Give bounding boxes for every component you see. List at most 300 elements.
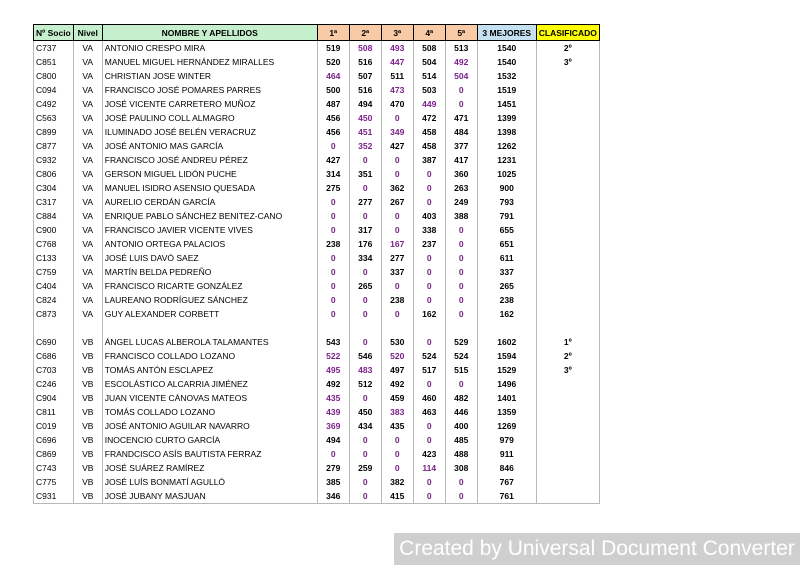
- score-cell-round-3: 493: [381, 41, 413, 56]
- table-row: [34, 363, 600, 377]
- score-cell-round-5: 471: [445, 111, 477, 125]
- score-cell-round-3: 0: [381, 447, 413, 461]
- score-cell-round-1: 492: [317, 377, 349, 391]
- score-cell-round-2: 494: [349, 97, 381, 111]
- name-cell: JOSÉ ANTONIO MAS GARCÍA: [102, 139, 317, 153]
- score-cell-round-2: 352: [349, 139, 381, 153]
- socio-cell: C686: [34, 349, 74, 363]
- nivel-cell: VA: [73, 111, 102, 125]
- table-row: [34, 391, 600, 405]
- best3-cell: 1540: [477, 55, 536, 69]
- score-cell-round-4: 517: [413, 363, 445, 377]
- header-mejores: 3 MEJORES: [477, 25, 536, 41]
- nivel-cell: VA: [73, 97, 102, 111]
- score-cell-round-1: 522: [317, 349, 349, 363]
- clasificado-cell: [536, 251, 599, 265]
- clasificado-cell: [536, 377, 599, 391]
- best3-cell: 337: [477, 265, 536, 279]
- nivel-cell: VB: [73, 405, 102, 419]
- score-cell-round-2: 265: [349, 279, 381, 293]
- score-cell-round-2: 351: [349, 167, 381, 181]
- clasificado-cell: [536, 475, 599, 489]
- socio-cell: C019: [34, 419, 74, 433]
- score-cell-round-2: 516: [349, 55, 381, 69]
- score-cell-round-1: 0: [317, 195, 349, 209]
- best3-cell: 1269: [477, 419, 536, 433]
- score-cell-round-3: 167: [381, 237, 413, 251]
- best3-cell: 611: [477, 251, 536, 265]
- clasificado-cell: [536, 111, 599, 125]
- score-cell-round-4: 0: [413, 433, 445, 447]
- score-cell-round-5: 488: [445, 447, 477, 461]
- best3-cell: 1359: [477, 405, 536, 419]
- score-cell-round-3: 492: [381, 377, 413, 391]
- score-cell-round-2: 0: [349, 181, 381, 195]
- score-cell-round-1: 543: [317, 335, 349, 349]
- name-cell: FRANCISCO JAVIER VICENTE VIVES: [102, 223, 317, 237]
- score-cell-round-5: 504: [445, 69, 477, 83]
- score-cell-round-1: 519: [317, 41, 349, 56]
- score-cell-round-5: 0: [445, 97, 477, 111]
- score-cell-round-4: 0: [413, 279, 445, 293]
- score-cell-round-2: 317: [349, 223, 381, 237]
- score-cell-round-1: 0: [317, 307, 349, 321]
- nivel-cell: VA: [73, 69, 102, 83]
- score-cell-round-3: 238: [381, 293, 413, 307]
- clasificado-cell: [536, 293, 599, 307]
- name-cell: JOSÉ ANTONIO AGUILAR NAVARRO: [102, 419, 317, 433]
- clasificado-cell: [536, 195, 599, 209]
- socio-cell: C317: [34, 195, 74, 209]
- score-cell-round-4: 524: [413, 349, 445, 363]
- nivel-cell: VB: [73, 363, 102, 377]
- table-row: [34, 125, 600, 139]
- clasificado-cell: [536, 83, 599, 97]
- best3-cell: 655: [477, 223, 536, 237]
- score-cell-round-1: 0: [317, 139, 349, 153]
- score-cell-round-5: 515: [445, 363, 477, 377]
- score-cell-round-4: 237: [413, 237, 445, 251]
- score-cell-round-4: 458: [413, 125, 445, 139]
- score-cell-round-2: 0: [349, 153, 381, 167]
- nivel-cell: VA: [73, 139, 102, 153]
- clasificado-cell: 3º: [536, 55, 599, 69]
- socio-cell: C851: [34, 55, 74, 69]
- nivel-cell: VA: [73, 41, 102, 56]
- nivel-cell: VB: [73, 349, 102, 363]
- score-cell-round-5: 524: [445, 349, 477, 363]
- table-row: [34, 83, 600, 97]
- name-cell: FRANDCISCO ASÍS BAUTISTA FERRAZ: [102, 447, 317, 461]
- score-cell-round-1: 435: [317, 391, 349, 405]
- table-row: [34, 181, 600, 195]
- best3-cell: 162: [477, 307, 536, 321]
- score-cell-round-3: 511: [381, 69, 413, 83]
- score-cell-round-3: 497: [381, 363, 413, 377]
- score-cell-round-5: 0: [445, 237, 477, 251]
- group-va: [34, 41, 600, 322]
- name-cell: FRANCISCO COLLADO LOZANO: [102, 349, 317, 363]
- table-row: [34, 349, 600, 363]
- best3-cell: 846: [477, 461, 536, 475]
- score-cell-round-3: 383: [381, 405, 413, 419]
- nivel-cell: VB: [73, 391, 102, 405]
- score-cell-round-2: 0: [349, 335, 381, 349]
- nivel-cell: VA: [73, 279, 102, 293]
- nivel-cell: VA: [73, 293, 102, 307]
- score-cell-round-4: 0: [413, 181, 445, 195]
- score-cell-round-4: 387: [413, 153, 445, 167]
- clasificado-cell: 3º: [536, 363, 599, 377]
- score-cell-round-1: 439: [317, 405, 349, 419]
- score-cell-round-2: 450: [349, 405, 381, 419]
- best3-cell: 1496: [477, 377, 536, 391]
- socio-cell: C824: [34, 293, 74, 307]
- score-cell-round-4: 504: [413, 55, 445, 69]
- best3-cell: 793: [477, 195, 536, 209]
- table-row: [34, 293, 600, 307]
- table-row: [34, 167, 600, 181]
- nivel-cell: VA: [73, 195, 102, 209]
- score-cell-round-4: 0: [413, 419, 445, 433]
- score-cell-round-3: 0: [381, 167, 413, 181]
- score-cell-round-2: 0: [349, 307, 381, 321]
- best3-cell: 791: [477, 209, 536, 223]
- score-cell-round-2: 0: [349, 475, 381, 489]
- table-row: [34, 139, 600, 153]
- score-cell-round-4: 0: [413, 293, 445, 307]
- socio-cell: C904: [34, 391, 74, 405]
- score-cell-round-2: 512: [349, 377, 381, 391]
- nivel-cell: VB: [73, 461, 102, 475]
- score-cell-round-1: 456: [317, 111, 349, 125]
- nivel-cell: VA: [73, 125, 102, 139]
- score-cell-round-4: 0: [413, 377, 445, 391]
- score-cell-round-3: 0: [381, 279, 413, 293]
- header-nombre: NOMBRE Y APELLIDOS: [102, 25, 317, 41]
- score-cell-round-2: 516: [349, 83, 381, 97]
- best3-cell: 900: [477, 181, 536, 195]
- score-cell-round-5: 0: [445, 223, 477, 237]
- clasificado-cell: 2º: [536, 41, 599, 56]
- table-row: [34, 265, 600, 279]
- score-cell-round-4: 458: [413, 139, 445, 153]
- socio-cell: C703: [34, 363, 74, 377]
- table-row: [34, 153, 600, 167]
- nivel-cell: VA: [73, 265, 102, 279]
- name-cell: TOMÁS ANTÓN ESCLAPEZ: [102, 363, 317, 377]
- clasificado-cell: [536, 153, 599, 167]
- best3-cell: 1398: [477, 125, 536, 139]
- score-cell-round-3: 0: [381, 111, 413, 125]
- clasificado-cell: [536, 447, 599, 461]
- score-cell-round-5: 308: [445, 461, 477, 475]
- score-cell-round-1: 0: [317, 265, 349, 279]
- score-cell-round-3: 0: [381, 461, 413, 475]
- score-cell-round-2: 334: [349, 251, 381, 265]
- nivel-cell: VA: [73, 167, 102, 181]
- clasificado-cell: [536, 97, 599, 111]
- clasificado-cell: [536, 125, 599, 139]
- nivel-cell: VA: [73, 55, 102, 69]
- header-nivel: Nivel: [73, 25, 102, 41]
- score-cell-round-3: 277: [381, 251, 413, 265]
- score-cell-round-1: 369: [317, 419, 349, 433]
- nivel-cell: VB: [73, 419, 102, 433]
- clasificado-cell: [536, 69, 599, 83]
- name-cell: MANUEL MIGUEL HERNÁNDEZ MIRALLES: [102, 55, 317, 69]
- header-round-4: 4ª: [413, 25, 445, 41]
- table-row: [34, 279, 600, 293]
- name-cell: JOSÉ JUBANY MASJUAN: [102, 489, 317, 504]
- score-cell-round-4: 114: [413, 461, 445, 475]
- name-cell: ANTONIO ORTEGA PALACIOS: [102, 237, 317, 251]
- score-cell-round-1: 456: [317, 125, 349, 139]
- name-cell: JOSÉ LUIS DAVÓ SAEZ: [102, 251, 317, 265]
- name-cell: CHRISTIAN JOSE WINTER: [102, 69, 317, 83]
- score-cell-round-1: 0: [317, 447, 349, 461]
- best3-cell: 1262: [477, 139, 536, 153]
- score-cell-round-5: 0: [445, 377, 477, 391]
- socio-cell: C759: [34, 265, 74, 279]
- name-cell: FRANCISCO RICARTE GONZÁLEZ: [102, 279, 317, 293]
- score-cell-round-5: 388: [445, 209, 477, 223]
- score-cell-round-2: 507: [349, 69, 381, 83]
- score-cell-round-5: 0: [445, 83, 477, 97]
- best3-cell: 911: [477, 447, 536, 461]
- socio-cell: C873: [34, 307, 74, 321]
- header-round-3: 3ª: [381, 25, 413, 41]
- group-vb: [34, 335, 600, 504]
- score-cell-round-5: 400: [445, 419, 477, 433]
- score-cell-round-3: 435: [381, 419, 413, 433]
- socio-cell: C094: [34, 83, 74, 97]
- clasificado-cell: [536, 433, 599, 447]
- best3-cell: 1519: [477, 83, 536, 97]
- clasificado-cell: [536, 167, 599, 181]
- name-cell: JOSÉ PAULINO COLL ALMAGRO: [102, 111, 317, 125]
- score-cell-round-4: 514: [413, 69, 445, 83]
- name-cell: JOSÉ LUÍS BONMATÍ AGULLÓ: [102, 475, 317, 489]
- socio-cell: C743: [34, 461, 74, 475]
- score-cell-round-4: 0: [413, 335, 445, 349]
- score-cell-round-4: 0: [413, 251, 445, 265]
- clasificado-cell: [536, 307, 599, 321]
- name-cell: ENRIQUE PABLO SÁNCHEZ BENITEZ-CANO: [102, 209, 317, 223]
- group-separator: [34, 321, 600, 335]
- socio-cell: C884: [34, 209, 74, 223]
- table-row: [34, 447, 600, 461]
- name-cell: AURELIO CERDÁN GARCÍA: [102, 195, 317, 209]
- table-row: [34, 111, 600, 125]
- header-socio: Nº Socio: [34, 25, 74, 41]
- name-cell: ESCOLÁSTICO ALCARRIA JIMÉNEZ: [102, 377, 317, 391]
- score-cell-round-5: 513: [445, 41, 477, 56]
- name-cell: MARTÍN BELDA PEDREÑO: [102, 265, 317, 279]
- score-cell-round-2: 483: [349, 363, 381, 377]
- score-cell-round-1: 0: [317, 223, 349, 237]
- best3-cell: 1401: [477, 391, 536, 405]
- name-cell: TOMÁS COLLADO LOZANO: [102, 405, 317, 419]
- table-row: [34, 55, 600, 69]
- score-cell-round-3: 267: [381, 195, 413, 209]
- score-cell-round-2: 508: [349, 41, 381, 56]
- score-cell-round-3: 473: [381, 83, 413, 97]
- score-cell-round-1: 495: [317, 363, 349, 377]
- score-cell-round-5: 482: [445, 391, 477, 405]
- score-cell-round-2: 546: [349, 349, 381, 363]
- score-cell-round-3: 415: [381, 489, 413, 504]
- nivel-cell: VB: [73, 377, 102, 391]
- score-cell-round-4: 338: [413, 223, 445, 237]
- socio-cell: C806: [34, 167, 74, 181]
- header-round-2: 2ª: [349, 25, 381, 41]
- socio-cell: C869: [34, 447, 74, 461]
- nivel-cell: VA: [73, 223, 102, 237]
- score-cell-round-4: 0: [413, 475, 445, 489]
- score-cell-round-4: 0: [413, 167, 445, 181]
- nivel-cell: VA: [73, 251, 102, 265]
- score-cell-round-2: 0: [349, 489, 381, 504]
- score-cell-round-4: 0: [413, 489, 445, 504]
- score-cell-round-4: 460: [413, 391, 445, 405]
- name-cell: ILUMINADO JOSÉ BELÉN VERACRUZ: [102, 125, 317, 139]
- nivel-cell: VA: [73, 83, 102, 97]
- header-row: [34, 25, 600, 41]
- best3-cell: 1594: [477, 349, 536, 363]
- score-cell-round-2: 259: [349, 461, 381, 475]
- score-cell-round-5: 0: [445, 307, 477, 321]
- score-cell-round-5: 446: [445, 405, 477, 419]
- score-cell-round-2: 0: [349, 447, 381, 461]
- socio-cell: C696: [34, 433, 74, 447]
- score-cell-round-1: 0: [317, 209, 349, 223]
- name-cell: JOSÉ VICENTE CARRETERO MUÑOZ: [102, 97, 317, 111]
- score-cell-round-3: 447: [381, 55, 413, 69]
- score-cell-round-5: 417: [445, 153, 477, 167]
- score-cell-round-1: 487: [317, 97, 349, 111]
- clasificado-cell: [536, 489, 599, 504]
- score-cell-round-3: 0: [381, 433, 413, 447]
- score-cell-round-1: 0: [317, 251, 349, 265]
- table-row: [34, 251, 600, 265]
- score-cell-round-2: 0: [349, 433, 381, 447]
- name-cell: GERSON MIGUEL LIDÓN PUCHE: [102, 167, 317, 181]
- score-cell-round-5: 249: [445, 195, 477, 209]
- best3-cell: 767: [477, 475, 536, 489]
- score-cell-round-1: 427: [317, 153, 349, 167]
- name-cell: INOCENCIO CURTO GARCÍA: [102, 433, 317, 447]
- name-cell: ÁNGEL LUCAS ALBEROLA TALAMANTES: [102, 335, 317, 349]
- score-cell-round-2: 277: [349, 195, 381, 209]
- clasificado-cell: [536, 391, 599, 405]
- nivel-cell: VB: [73, 489, 102, 504]
- score-cell-round-1: 385: [317, 475, 349, 489]
- table-row: [34, 41, 600, 56]
- score-cell-round-2: 0: [349, 265, 381, 279]
- header-clasificado: CLASIFICADO: [536, 25, 599, 41]
- clasificado-cell: [536, 139, 599, 153]
- nivel-cell: VA: [73, 307, 102, 321]
- best3-cell: 1602: [477, 335, 536, 349]
- classification-table: [33, 24, 600, 504]
- score-cell-round-1: 238: [317, 237, 349, 251]
- score-cell-round-4: 162: [413, 307, 445, 321]
- watermark: Created by Universal Document Converter: [394, 533, 800, 565]
- name-cell: ANTONIO CRESPO MIRA: [102, 41, 317, 56]
- best3-cell: 979: [477, 433, 536, 447]
- score-cell-round-3: 362: [381, 181, 413, 195]
- clasificado-cell: [536, 209, 599, 223]
- table-row: [34, 489, 600, 504]
- score-cell-round-5: 0: [445, 475, 477, 489]
- socio-cell: C737: [34, 41, 74, 56]
- score-cell-round-4: 472: [413, 111, 445, 125]
- score-cell-round-5: 377: [445, 139, 477, 153]
- name-cell: MANUEL ISIDRO ASENSIO QUESADA: [102, 181, 317, 195]
- best3-cell: 1540: [477, 41, 536, 56]
- table-row: [34, 69, 600, 83]
- score-cell-round-2: 450: [349, 111, 381, 125]
- clasificado-cell: [536, 181, 599, 195]
- score-cell-round-1: 314: [317, 167, 349, 181]
- socio-cell: C563: [34, 111, 74, 125]
- socio-cell: C768: [34, 237, 74, 251]
- score-cell-round-1: 494: [317, 433, 349, 447]
- best3-cell: 1025: [477, 167, 536, 181]
- score-cell-round-2: 451: [349, 125, 381, 139]
- table-row: [34, 223, 600, 237]
- score-cell-round-5: 0: [445, 251, 477, 265]
- score-cell-round-2: 0: [349, 293, 381, 307]
- clasificado-cell: [536, 223, 599, 237]
- score-cell-round-4: 503: [413, 83, 445, 97]
- clasificado-cell: 2º: [536, 349, 599, 363]
- score-cell-round-3: 0: [381, 307, 413, 321]
- best3-cell: 1451: [477, 97, 536, 111]
- score-cell-round-2: 0: [349, 209, 381, 223]
- score-cell-round-1: 500: [317, 83, 349, 97]
- clasificado-cell: [536, 419, 599, 433]
- score-cell-round-4: 508: [413, 41, 445, 56]
- name-cell: JUAN VICENTE CÁNOVAS MATEOS: [102, 391, 317, 405]
- table-row: [34, 433, 600, 447]
- score-cell-round-3: 0: [381, 223, 413, 237]
- socio-cell: C800: [34, 69, 74, 83]
- name-cell: JOSÉ SUÁREZ RAMÍREZ: [102, 461, 317, 475]
- score-cell-round-3: 349: [381, 125, 413, 139]
- nivel-cell: VB: [73, 475, 102, 489]
- clasificado-cell: [536, 237, 599, 251]
- header-round-1: 1ª: [317, 25, 349, 41]
- score-cell-round-3: 382: [381, 475, 413, 489]
- score-cell-round-5: 0: [445, 489, 477, 504]
- table-row: [34, 335, 600, 349]
- score-cell-round-3: 0: [381, 153, 413, 167]
- socio-cell: C877: [34, 139, 74, 153]
- score-cell-round-1: 0: [317, 279, 349, 293]
- socio-cell: C931: [34, 489, 74, 504]
- nivel-cell: VB: [73, 335, 102, 349]
- score-cell-round-5: 360: [445, 167, 477, 181]
- best3-cell: 1529: [477, 363, 536, 377]
- best3-cell: 1532: [477, 69, 536, 83]
- nivel-cell: VB: [73, 433, 102, 447]
- table-row: [34, 209, 600, 223]
- table-row: [34, 461, 600, 475]
- table-row: [34, 97, 600, 111]
- score-cell-round-3: 337: [381, 265, 413, 279]
